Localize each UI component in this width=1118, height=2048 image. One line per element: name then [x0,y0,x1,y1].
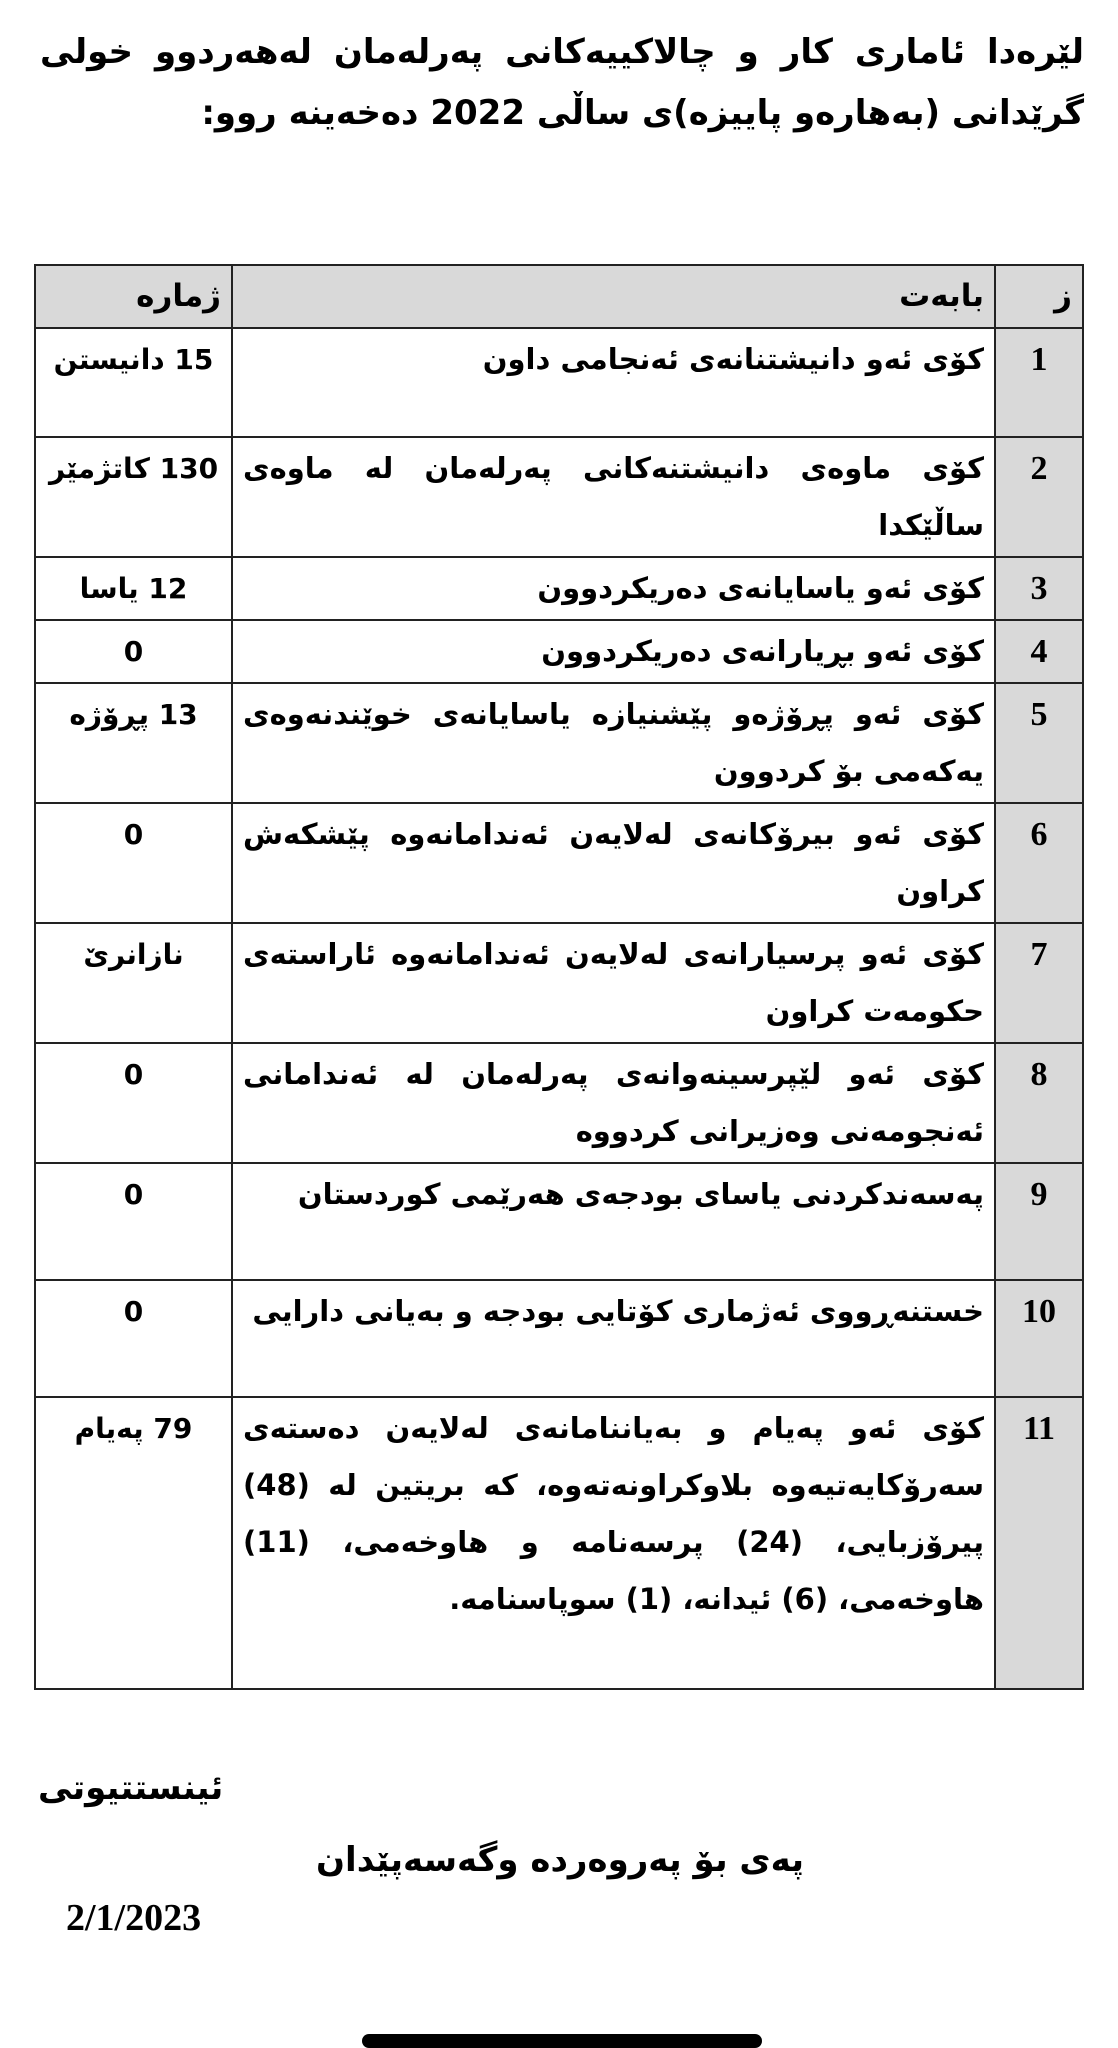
row-count: 79 پەیام [35,1397,232,1689]
document-title: لێرەدا ئاماری کار و چالاکییەکانی پەرلەمان لەهەردوو خولی گرێدانی (بەهارەو پاییزە)ی ساڵی 2022 دەخەینە روو: [40,32,1084,133]
row-topic: کۆی ئەو پڕۆژەو پێشنیازە یاسایانەی خوێندنەوەی یەکەمی بۆ کردوون [232,683,995,803]
row-topic: کۆی ئەو پرسیارانەی لەلایەن ئەندامانەوە ئاراستەی حکومەت کراون [232,923,995,1043]
table-row [35,620,1083,683]
row-count: نازانرێ [35,923,232,1043]
row-number: 6 [995,803,1083,923]
statistics-table [34,264,1084,1690]
row-count: 12 یاسا [35,557,232,620]
table-row [35,803,1083,923]
row-count: 0 [35,1043,232,1163]
row-number: 9 [995,1163,1083,1280]
table-header-row [35,265,1083,328]
row-number: 3 [995,557,1083,620]
table-row [35,923,1083,1043]
row-count: 0 [35,803,232,923]
row-count: 0 [35,1280,232,1397]
signature-org-line2: پەی بۆ پەروەردە وگەسەپێدان [316,1840,804,1880]
table-row [35,437,1083,557]
signature-org-line1: ئینستتیوتی [38,1768,224,1808]
row-number: 10 [995,1280,1083,1397]
row-count: 130 کاتژمێر [35,437,232,557]
row-number: 5 [995,683,1083,803]
row-topic: کۆی ئەو یاسایانەی دەریکردوون [232,557,995,620]
row-number: 1 [995,328,1083,437]
table-row [35,1163,1083,1280]
row-topic: کۆی ماوەی دانیشتنەکانی پەرلەمان لە ماوەی ساڵێکدا [232,437,995,557]
table-row [35,328,1083,437]
table-row [35,1043,1083,1163]
row-number: 4 [995,620,1083,683]
row-count: 15 دانیستن [35,328,232,437]
row-number: 7 [995,923,1083,1043]
header-number: ز [995,265,1083,328]
row-topic: کۆی ئەو بڕیارانەی دەریکردوون [232,620,995,683]
header-topic: بابەت [232,265,995,328]
header-count: ژمارە [35,265,232,328]
row-topic: کۆی ئەو پەیام و بەیاننامانەی لەلایەن دەستەی سەرۆکایەتیەوە بلاوکراونەتەوە، کە بریتین لە (48) پیرۆزبایی، (24) پرسەنامە و هاوخەمی، (11) هاوخەمی، (6) ئیدانە، (1) سوپاسنامە. [232,1397,995,1689]
row-topic: کۆی ئەو لێپرسینەوانەی پەرلەمان لە ئەندامانی ئەنجومەنی وەزیرانی کردووە [232,1043,995,1163]
row-number: 11 [995,1397,1083,1689]
row-count: 0 [35,1163,232,1280]
row-number: 8 [995,1043,1083,1163]
row-number: 2 [995,437,1083,557]
table-row [35,1397,1083,1689]
row-count: 13 پڕۆژە [35,683,232,803]
row-topic: خستنەڕووی ئەژماری کۆتایی بودجە و بەیانی دارایی [232,1280,995,1397]
document-date: 2/1/2023 [66,1897,202,1939]
row-topic: کۆی ئەو دانیشتنانەی ئەنجامی داون [232,328,995,437]
row-count: 0 [35,620,232,683]
table-row [35,557,1083,620]
row-topic: پەسەندکردنی یاسای بودجەی هەرێمی کوردستان [232,1163,995,1280]
table-row [35,1280,1083,1397]
table-row [35,683,1083,803]
row-topic: کۆی ئەو بیرۆکانەی لەلایەن ئەندامانەوە پێشکەش کراون [232,803,995,923]
home-indicator[interactable] [362,2034,762,2048]
